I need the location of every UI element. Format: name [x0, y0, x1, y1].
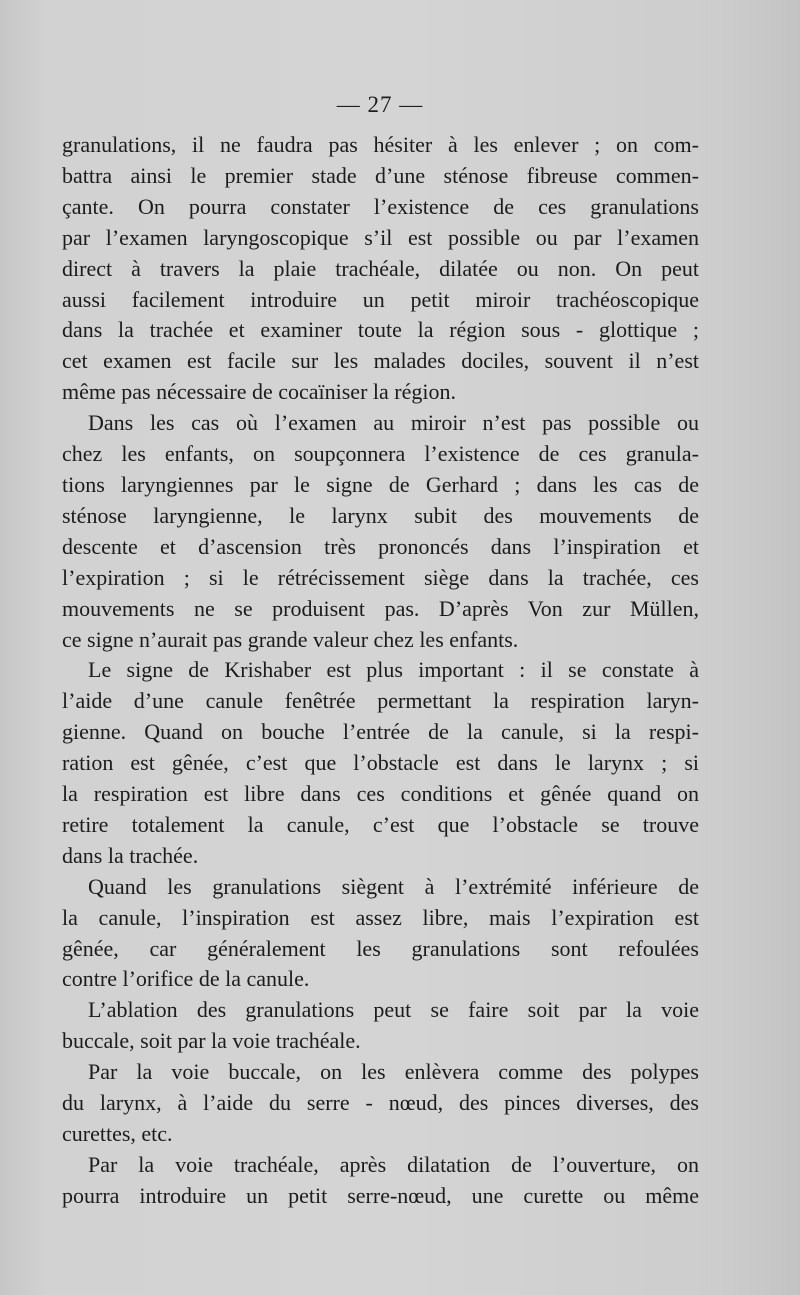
text-line: curettes, etc.: [62, 1121, 173, 1146]
text-line: par l’examen laryngoscopique s’il est possible ou par l’examen: [62, 224, 699, 250]
text-line: même pas nécessaire de cocaïniser la région.: [62, 379, 456, 405]
text-line: ration est gênée, c’est que l’obstacle est dans le larynx ; si: [62, 750, 699, 776]
paragraph: [62, 1150, 699, 1212]
paragraph: [62, 995, 699, 1057]
text-line: aussi facilement introduire un petit miroir trachéoscopique: [62, 286, 699, 312]
paragraph: [62, 408, 699, 655]
text-line: l’aide d’une canule fenêtrée permettant la respiration laryn-: [62, 688, 699, 714]
text-line: la respiration est libre dans ces conditions et gênée quand on: [62, 781, 699, 807]
text-line: buccale, soit par la voie trachéale.: [62, 1028, 361, 1054]
text-line: descente et d’ascension très prononcés dans l’inspiration et: [62, 533, 699, 559]
text-line: Le signe de Krishaber est plus important : il se constate à: [88, 657, 699, 683]
text-line: gênée, car généralement les granulations sont refoulées: [62, 935, 699, 961]
text-line: retire totalement la canule, c’est que l’obstacle se trouve: [62, 811, 699, 837]
text-line: pourra introduire un petit serre-nœud, une curette ou même: [62, 1182, 699, 1208]
text-line: gienne. Quand on bouche l’entrée de la canule, si la respi-: [62, 719, 699, 745]
text-line: la canule, l’inspiration est assez libre, mais l’expiration est: [62, 904, 699, 930]
text-line: sténose laryngienne, le larynx subit des mouvements de: [62, 502, 699, 528]
text-line: Par la voie trachéale, après dilatation de l’ouverture, on: [88, 1151, 699, 1177]
paragraph: [62, 655, 699, 871]
text-line: Par la voie buccale, on les enlèvera comme des polypes: [88, 1059, 699, 1085]
text-line: L’ablation des granulations peut se faire soit par la voie: [88, 997, 699, 1023]
text-line: çante. On pourra constater l’existence de ces granulations: [62, 193, 699, 219]
text-line: contre l’orifice de la canule.: [62, 966, 310, 992]
paragraph: [62, 1057, 699, 1150]
text-line: battra ainsi le premier stade d’une sténose fibreuse commen-: [62, 162, 699, 188]
page-number: — 27 —: [336, 92, 424, 117]
text-line: Quand les granulations siègent à l’extrémité inférieure de: [88, 873, 699, 899]
paragraph: [62, 872, 699, 996]
text-line: granulations, il ne faudra pas hésiter à les enlever ; on com-: [62, 132, 699, 157]
text-line: dans la trachée.: [62, 842, 199, 868]
text-line: du larynx, à l’aide du serre - nœud, des pinces diverses, des: [62, 1090, 699, 1116]
text-line: dans la trachée et examiner toute la région sous - glottique ;: [62, 317, 699, 343]
text-line: direct à travers la plaie trachéale, dilatée ou non. On peut: [62, 255, 699, 281]
text-line: l’expiration ; si le rétrécissement siège dans la trachée, ces: [62, 564, 699, 590]
text-line: cet examen est facile sur les malades dociles, souvent il n’est: [62, 348, 699, 374]
text-line: chez les enfants, on soupçonnera l’existence de ces granula-: [62, 441, 699, 467]
text-line: Dans les cas où l’examen au miroir n’est pas possible ou: [88, 410, 699, 436]
text-line: tions laryngiennes par le signe de Gerhard ; dans les cas de: [62, 471, 699, 497]
paragraph: [62, 130, 699, 408]
body-text: [62, 130, 699, 1212]
text-line: mouvements ne se produisent pas. D’après Von zur Müllen,: [62, 595, 699, 621]
text-line: ce signe n’aurait pas grande valeur chez les enfants.: [62, 626, 519, 652]
